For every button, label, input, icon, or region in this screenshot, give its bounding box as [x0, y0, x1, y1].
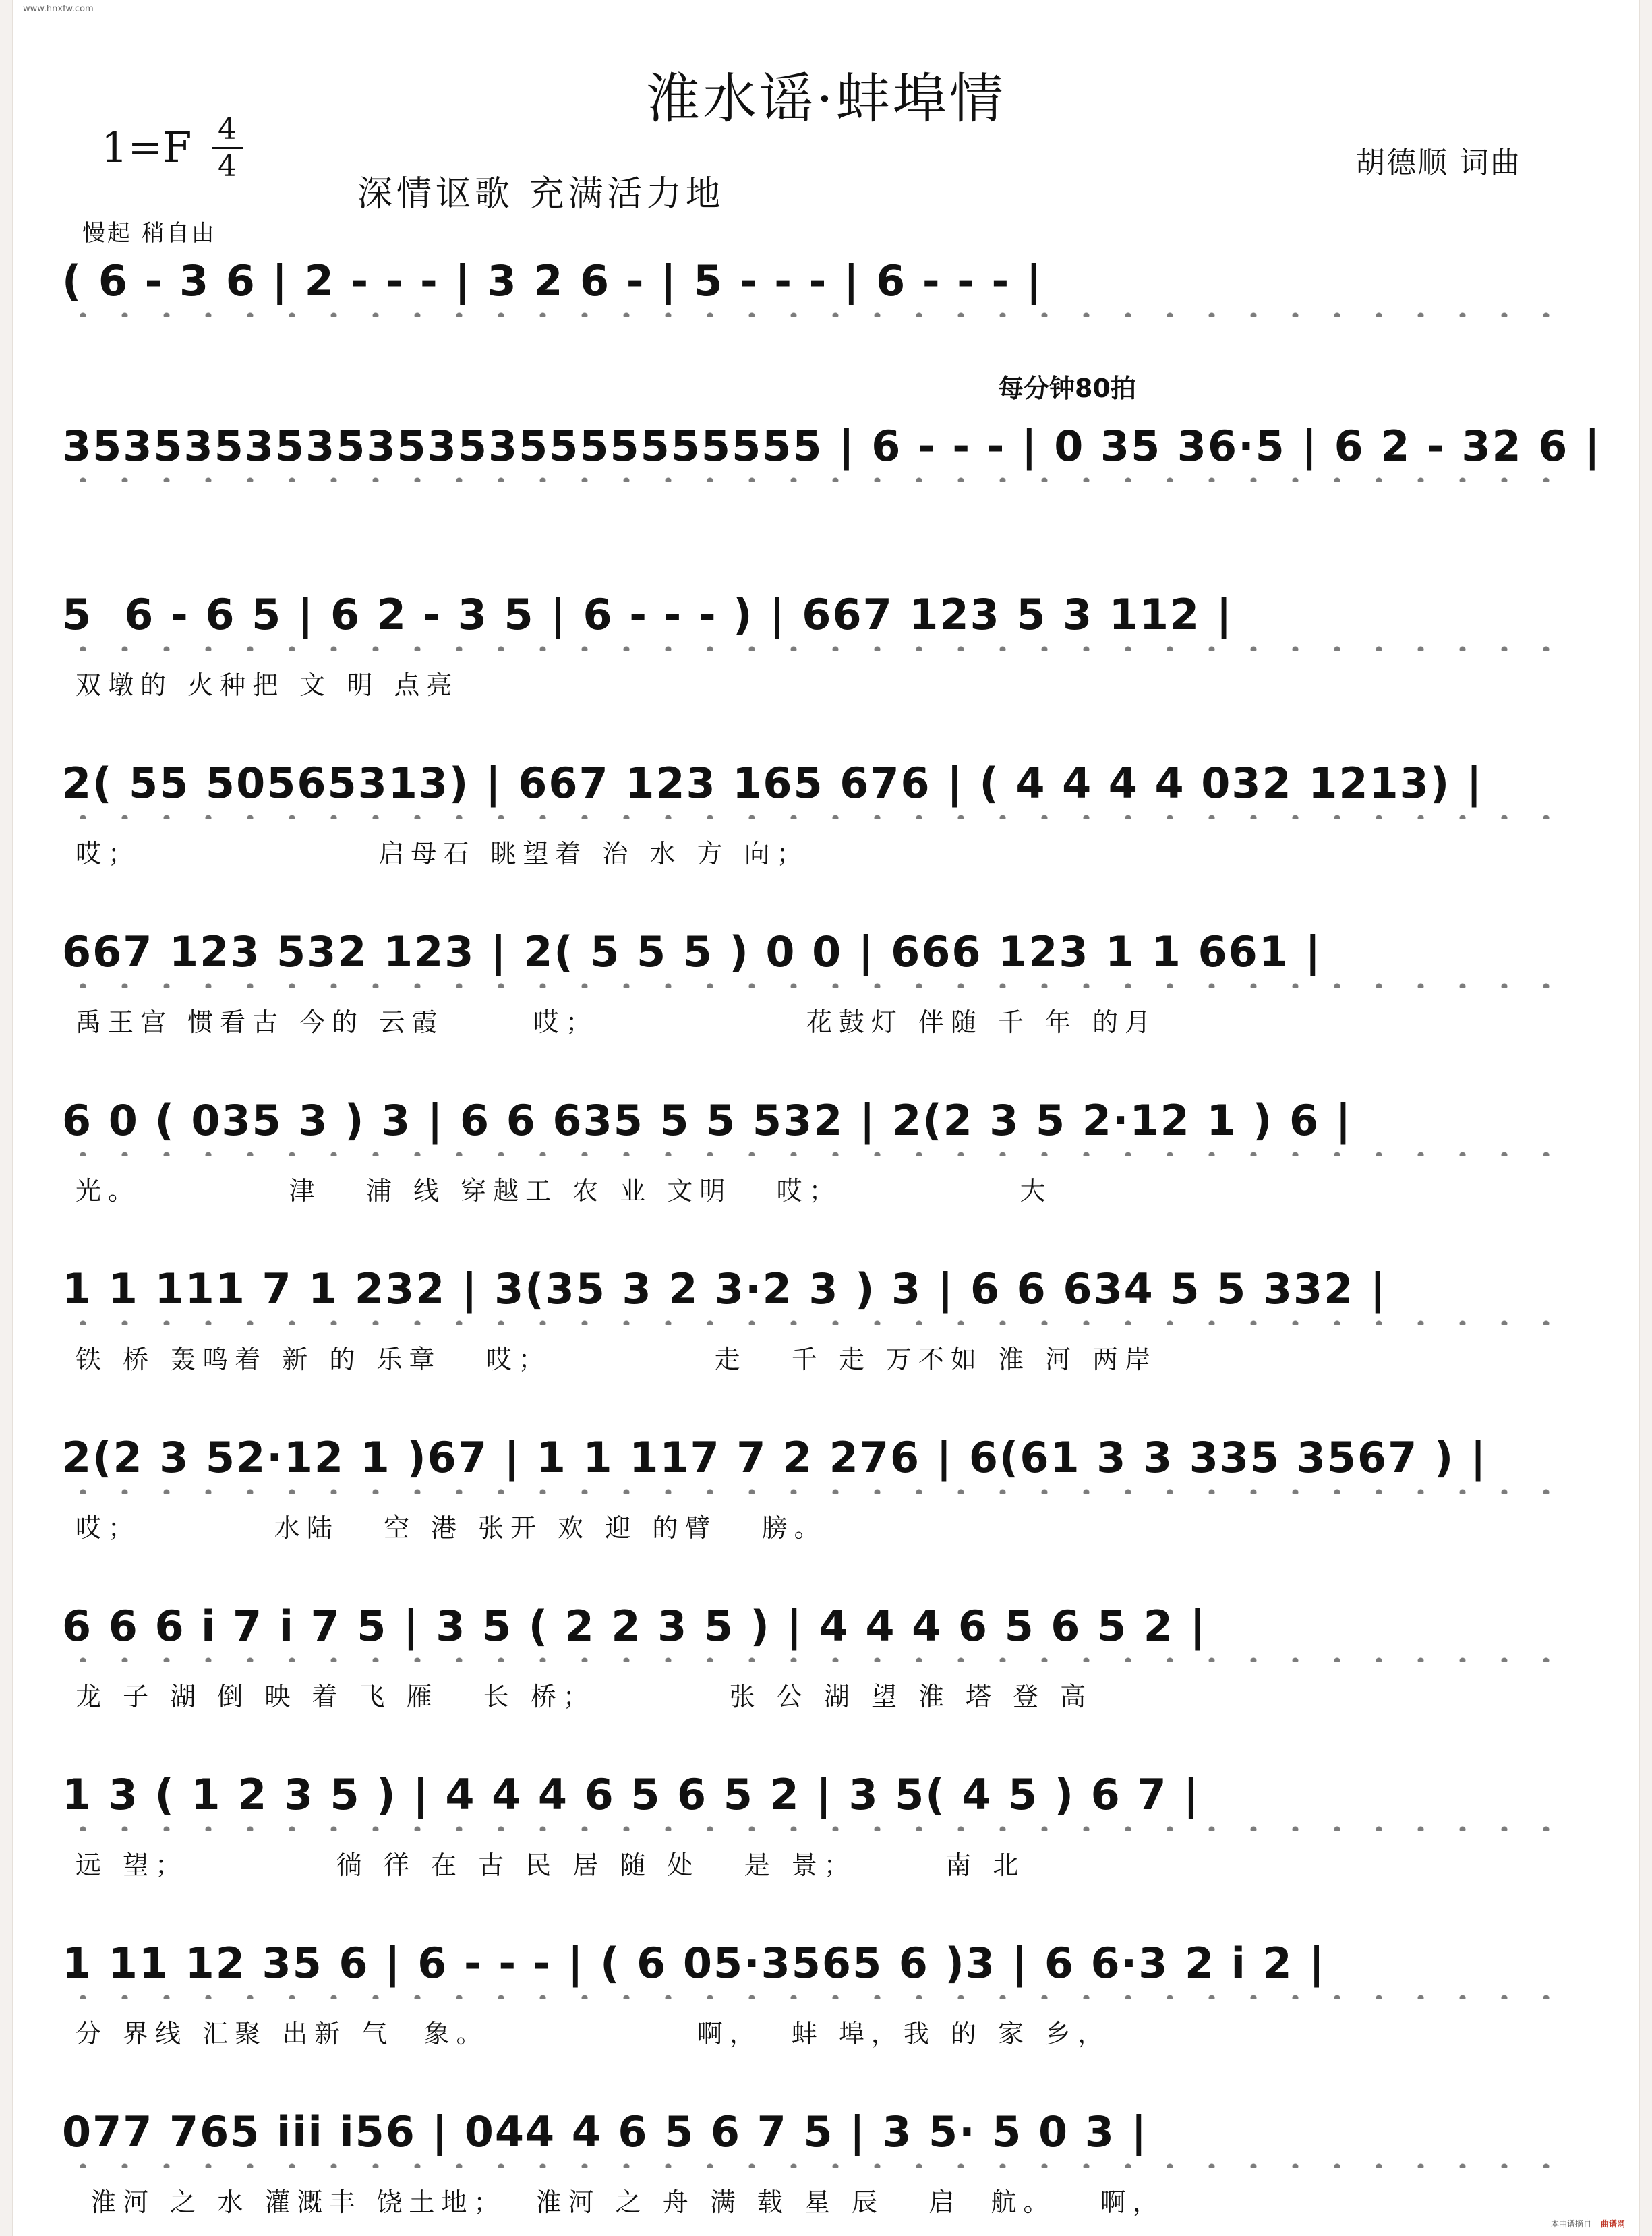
key-signature: 1=F — [101, 123, 192, 172]
octave-dots — [62, 981, 1572, 988]
octave-dots — [62, 1487, 1572, 1494]
notes-line — [62, 1251, 1572, 1332]
right-margin-strip — [1639, 0, 1652, 2236]
notes-line — [62, 2094, 1572, 2175]
lyrics-line: 淮河 之 水 灌溉丰 饶土地； 淮河 之 舟 满 载 星 辰 启 航。 啊， — [76, 2187, 1165, 2217]
lyrics-line: 哎； 水陆 空 港 张开 欢 迎 的臂 膀。 — [76, 1513, 827, 1543]
notes-line — [62, 243, 1572, 324]
notes-text: 1 11 12 35 6 | 6 - - - | ( 6 05·3565 6 )3 | 6 6·3 2 i 2 | — [62, 1939, 1326, 1988]
expression-marking: 深情讴歌 充满活力地 — [357, 174, 725, 214]
octave-dots — [62, 644, 1572, 651]
footer-site-mark: 曲谱网 — [1600, 2219, 1625, 2229]
octave-dots — [62, 2161, 1572, 2168]
lyrics-line: 远 望； 徜 徉 在 古 民 居 随 处 是 景； 南 北 — [76, 1850, 1026, 1880]
time-signature-bottom: 4 — [218, 149, 237, 183]
notes-text: 667 123 532 123 | 2( 5 5 5 ) 0 0 | 666 123 1 1 661 | — [62, 927, 1322, 976]
notes-line — [62, 1757, 1572, 1837]
notes-line — [62, 408, 1601, 489]
notes-text: 2( 55 50565313) | 667 123 165 676 | ( 4 4 4 4 032 1213) | — [62, 759, 1483, 808]
lyrics-line: 铁 桥 轰鸣着 新 的 乐章 哎； 走 千 走 万不如 淮 河 两岸 — [76, 1345, 1158, 1374]
notes-text: 1 1 111 7 1 232 | 3(35 3 2 3·2 3 ) 3 | 6 6 634 5 5 332 | — [62, 1264, 1387, 1314]
lyrics-line: 禹王宫 惯看古 今的 云霞 哎； 花鼓灯 伴随 千 年 的月 — [76, 1007, 1158, 1037]
time-signature-top: 4 — [218, 112, 237, 146]
tempo-intro-marking: 慢起 稍自由 — [82, 220, 216, 247]
site-url: www.hnxfw.com — [23, 4, 94, 14]
notes-line — [62, 1419, 1572, 1500]
octave-dots — [62, 813, 1572, 819]
time-signature — [209, 112, 245, 184]
notes-line — [62, 1588, 1572, 1669]
lyrics-line: 分 界线 汇聚 出新 气 象。 啊， 蚌 埠，我 的 家 乡， — [76, 2019, 1111, 2049]
octave-dots — [62, 475, 1572, 482]
composer-credit: 胡德顺 词曲 — [1355, 146, 1521, 180]
lyrics-line: 龙 子 湖 倒 映 着 飞 雁 长 桥； 张 公 湖 望 淮 塔 登 高 — [76, 1682, 1093, 1711]
octave-dots — [62, 1824, 1572, 1831]
octave-dots — [62, 1150, 1572, 1156]
notes-text: 3535353535353535555555555 | 6 - - - | 0 35 36·5 | 6 2 - 32 6 | — [62, 421, 1601, 471]
notes-text: 077 765 iii i56 | 044 4 6 5 6 7 5 | 3 5· 5 0 3 | — [62, 2107, 1148, 2156]
octave-dots — [62, 1993, 1572, 1999]
notes-text: 5 6 - 6 5 | 6 2 - 3 5 | 6 - - - ) | 667 123 5 3 112 | — [62, 590, 1233, 639]
octave-dots — [62, 1655, 1572, 1662]
lyrics-line: 哎； 启母石 眺望着 治 水 方 向； — [76, 839, 809, 869]
octave-dots — [62, 310, 1572, 317]
notes-text: 2(2 3 52·12 1 )67 | 1 1 117 7 2 276 | 6(61 3 3 335 3567 ) | — [62, 1433, 1487, 1482]
tempo-bpm-marking: 每分钟80拍 — [998, 374, 1136, 403]
notes-text: 6 0 ( 035 3 ) 3 | 6 6 635 5 5 532 | 2(2 3 5 2·12 1 ) 6 | — [62, 1096, 1353, 1145]
notes-line — [62, 914, 1572, 995]
score-title: 淮水谣·蚌埠情 — [646, 67, 1006, 130]
footer-source-label: 本曲谱摘自 — [1550, 2219, 1591, 2229]
lyrics-line: 双墩的 火种把 文 明 点亮 — [76, 670, 459, 700]
notes-text: 6 6 6 i 7 i 7 5 | 3 5 ( 2 2 3 5 ) | 4 4 4 6 5 6 5 2 | — [62, 1601, 1207, 1651]
left-margin-strip — [0, 0, 13, 2236]
notes-line — [62, 1082, 1572, 1163]
notes-line — [62, 745, 1572, 826]
notes-line — [62, 1925, 1572, 2006]
notes-line — [62, 577, 1572, 657]
lyrics-line: 光。 津 浦 线 穿越工 农 业 文明 哎； 大 — [76, 1176, 1053, 1206]
notes-text: ( 6 - 3 6 | 2 - - - | 3 2 6 - | 5 - - - | 6 - - - | — [62, 256, 1043, 305]
octave-dots — [62, 1318, 1572, 1325]
notes-text: 1 3 ( 1 2 3 5 ) | 4 4 4 6 5 6 5 2 | 3 5( 4 5 ) 6 7 | — [62, 1770, 1200, 1819]
footer-badge — [1551, 2218, 1625, 2229]
